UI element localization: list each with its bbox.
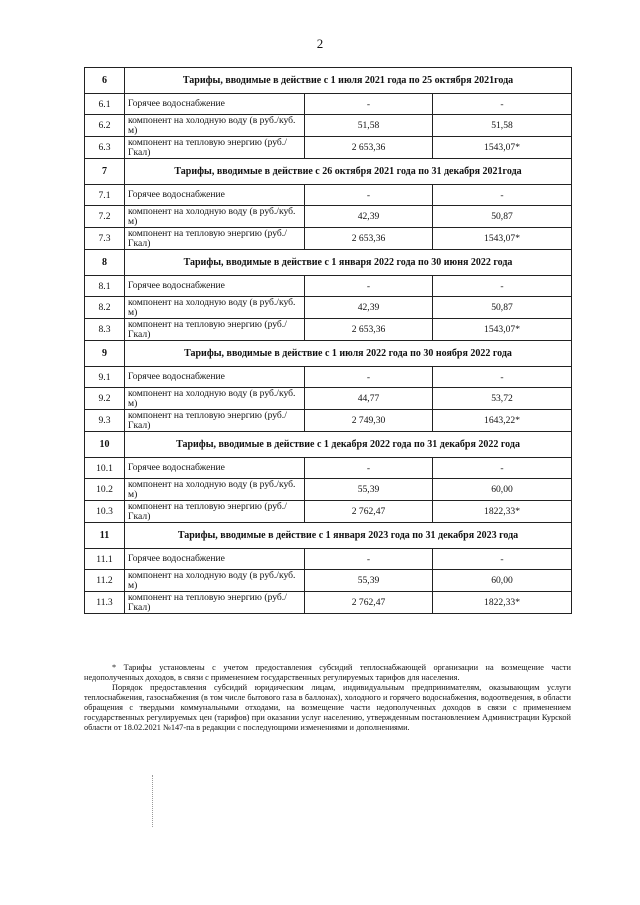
- row-value-economic: 55,39: [305, 570, 433, 592]
- table-row: [85, 410, 572, 432]
- row-description: компонент на холодную воду (в руб./куб. м): [125, 388, 305, 410]
- row-value-population: 1822,33*: [433, 501, 572, 523]
- row-value-economic: -: [305, 458, 433, 479]
- table-row: [85, 592, 572, 614]
- row-description: компонент на тепловую энергию (руб./Гкал): [125, 592, 305, 614]
- section-number: 7: [85, 159, 125, 185]
- row-description: компонент на холодную воду (в руб./куб. м): [125, 479, 305, 501]
- row-value-population: -: [433, 367, 572, 388]
- table-row: [85, 501, 572, 523]
- table-row: [85, 367, 572, 388]
- row-value-economic: 2 762,47: [305, 501, 433, 523]
- row-value-population: 1543,07*: [433, 137, 572, 159]
- row-description: компонент на холодную воду (в руб./куб. м): [125, 297, 305, 319]
- row-description: Горячее водоснабжение: [125, 276, 305, 297]
- table-row: [85, 115, 572, 137]
- row-value-population: 53,72: [433, 388, 572, 410]
- table-row: [85, 570, 572, 592]
- table-row: [85, 206, 572, 228]
- row-number: 6.3: [85, 137, 125, 159]
- row-value-economic: 2 653,36: [305, 228, 433, 250]
- procedure-text: Порядок предоставления субсидий юридическим лицам, индивидуальным предпринимателям, оказывающим услуги теплоснабжения, газоснабжения (в том числе бытового газа в баллонах), холодного и горячего водоснабжения, водоотведения, в области обращения с твердыми коммунальными отходами, на возмещение части недополученных доходов в связи с применением государственных регулируемых цен (тарифов) при оказании услуг населению, утвержденным постановлением Администрации Курской области от 18.02.2021 №147-па в редакции с последующими изменениями и дополнениями.: [84, 683, 571, 732]
- row-number: 10.2: [85, 479, 125, 501]
- section-title: Тарифы, вводимые в действие с 1 декабря 2022 года по 31 декабря 2022 года: [125, 432, 572, 458]
- section-number: 8: [85, 250, 125, 276]
- row-value-economic: 44,77: [305, 388, 433, 410]
- row-value-population: -: [433, 276, 572, 297]
- row-value-economic: -: [305, 276, 433, 297]
- row-number: 8.3: [85, 319, 125, 341]
- row-description: компонент на холодную воду (в руб./куб. м): [125, 115, 305, 137]
- row-value-economic: 55,39: [305, 479, 433, 501]
- table-row: [85, 228, 572, 250]
- section-header-row: [85, 432, 572, 458]
- row-number: 8.2: [85, 297, 125, 319]
- row-value-economic: 2 762,47: [305, 592, 433, 614]
- row-value-economic: 42,39: [305, 297, 433, 319]
- table-row: [85, 319, 572, 341]
- margin-mark: [152, 775, 154, 827]
- section-title: Тарифы, вводимые в действие с 1 января 2023 года по 31 декабря 2023 года: [125, 523, 572, 549]
- row-number: 6.1: [85, 94, 125, 115]
- row-number: 10.1: [85, 458, 125, 479]
- row-description: компонент на холодную воду (в руб./куб. м): [125, 570, 305, 592]
- table-row: [85, 479, 572, 501]
- row-value-economic: 2 653,36: [305, 137, 433, 159]
- row-number: 9.2: [85, 388, 125, 410]
- table-row: [85, 388, 572, 410]
- section-number: 11: [85, 523, 125, 549]
- section-header-row: [85, 159, 572, 185]
- section-header-row: [85, 250, 572, 276]
- row-description: Горячее водоснабжение: [125, 549, 305, 570]
- row-description: Горячее водоснабжение: [125, 458, 305, 479]
- section-header-row: [85, 523, 572, 549]
- section-title: Тарифы, вводимые в действие с 26 октября 2021 года по 31 декабря 2021года: [125, 159, 572, 185]
- row-value-population: 51,58: [433, 115, 572, 137]
- row-description: Горячее водоснабжение: [125, 185, 305, 206]
- section-number: 10: [85, 432, 125, 458]
- table-row: [85, 297, 572, 319]
- row-value-economic: 2 653,36: [305, 319, 433, 341]
- table-row: [85, 276, 572, 297]
- row-number: 9.1: [85, 367, 125, 388]
- tariff-table: [84, 67, 572, 614]
- row-value-economic: 2 749,30: [305, 410, 433, 432]
- row-value-population: -: [433, 185, 572, 206]
- row-value-economic: 51,58: [305, 115, 433, 137]
- table-row: [85, 458, 572, 479]
- footnote-text: * Тарифы установлены с учетом предоставления субсидий теплоснабжающей организации на возмещение части недополученных доходов, в связи с применением государственных регулируемых тарифов для населения.: [84, 663, 571, 682]
- row-value-economic: -: [305, 549, 433, 570]
- row-value-population: 60,00: [433, 479, 572, 501]
- row-value-population: 60,00: [433, 570, 572, 592]
- row-description: компонент на тепловую энергию (руб./Гкал): [125, 410, 305, 432]
- row-number: 6.2: [85, 115, 125, 137]
- row-description: Горячее водоснабжение: [125, 94, 305, 115]
- row-value-population: 1543,07*: [433, 319, 572, 341]
- row-value-economic: -: [305, 367, 433, 388]
- row-value-economic: -: [305, 185, 433, 206]
- row-value-population: 50,87: [433, 297, 572, 319]
- row-value-population: 1643,22*: [433, 410, 572, 432]
- row-number: 7.2: [85, 206, 125, 228]
- row-description: компонент на тепловую энергию (руб./Гкал): [125, 137, 305, 159]
- row-number: 11.3: [85, 592, 125, 614]
- row-number: 8.1: [85, 276, 125, 297]
- row-value-population: 50,87: [433, 206, 572, 228]
- notes-block: [84, 663, 571, 733]
- section-number: 9: [85, 341, 125, 367]
- row-number: 7.1: [85, 185, 125, 206]
- row-value-economic: -: [305, 94, 433, 115]
- row-value-population: 1822,33*: [433, 592, 572, 614]
- row-description: компонент на тепловую энергию (руб./Гкал): [125, 228, 305, 250]
- section-title: Тарифы, вводимые в действие с 1 июля 2022 года по 30 ноября 2022 года: [125, 341, 572, 367]
- row-description: компонент на тепловую энергию (руб./Гкал): [125, 319, 305, 341]
- row-number: 7.3: [85, 228, 125, 250]
- row-number: 9.3: [85, 410, 125, 432]
- row-value-economic: 42,39: [305, 206, 433, 228]
- row-value-population: -: [433, 549, 572, 570]
- page-number: 2: [316, 36, 324, 51]
- section-title: Тарифы, вводимые в действие с 1 января 2022 года по 30 июня 2022 года: [125, 250, 572, 276]
- row-description: компонент на тепловую энергию (руб./Гкал): [125, 501, 305, 523]
- section-header-row: [85, 68, 572, 94]
- section-title: Тарифы, вводимые в действие с 1 июля 2021 года по 25 октября 2021года: [125, 68, 572, 94]
- row-value-population: -: [433, 94, 572, 115]
- table-row: [85, 549, 572, 570]
- row-description: компонент на холодную воду (в руб./куб. м): [125, 206, 305, 228]
- row-number: 10.3: [85, 501, 125, 523]
- table-row: [85, 94, 572, 115]
- row-number: 11.2: [85, 570, 125, 592]
- tariff-table-body: [85, 68, 572, 614]
- section-number: 6: [85, 68, 125, 94]
- row-number: 11.1: [85, 549, 125, 570]
- table-row: [85, 137, 572, 159]
- section-header-row: [85, 341, 572, 367]
- row-value-population: -: [433, 458, 572, 479]
- table-row: [85, 185, 572, 206]
- row-description: Горячее водоснабжение: [125, 367, 305, 388]
- row-value-population: 1543,07*: [433, 228, 572, 250]
